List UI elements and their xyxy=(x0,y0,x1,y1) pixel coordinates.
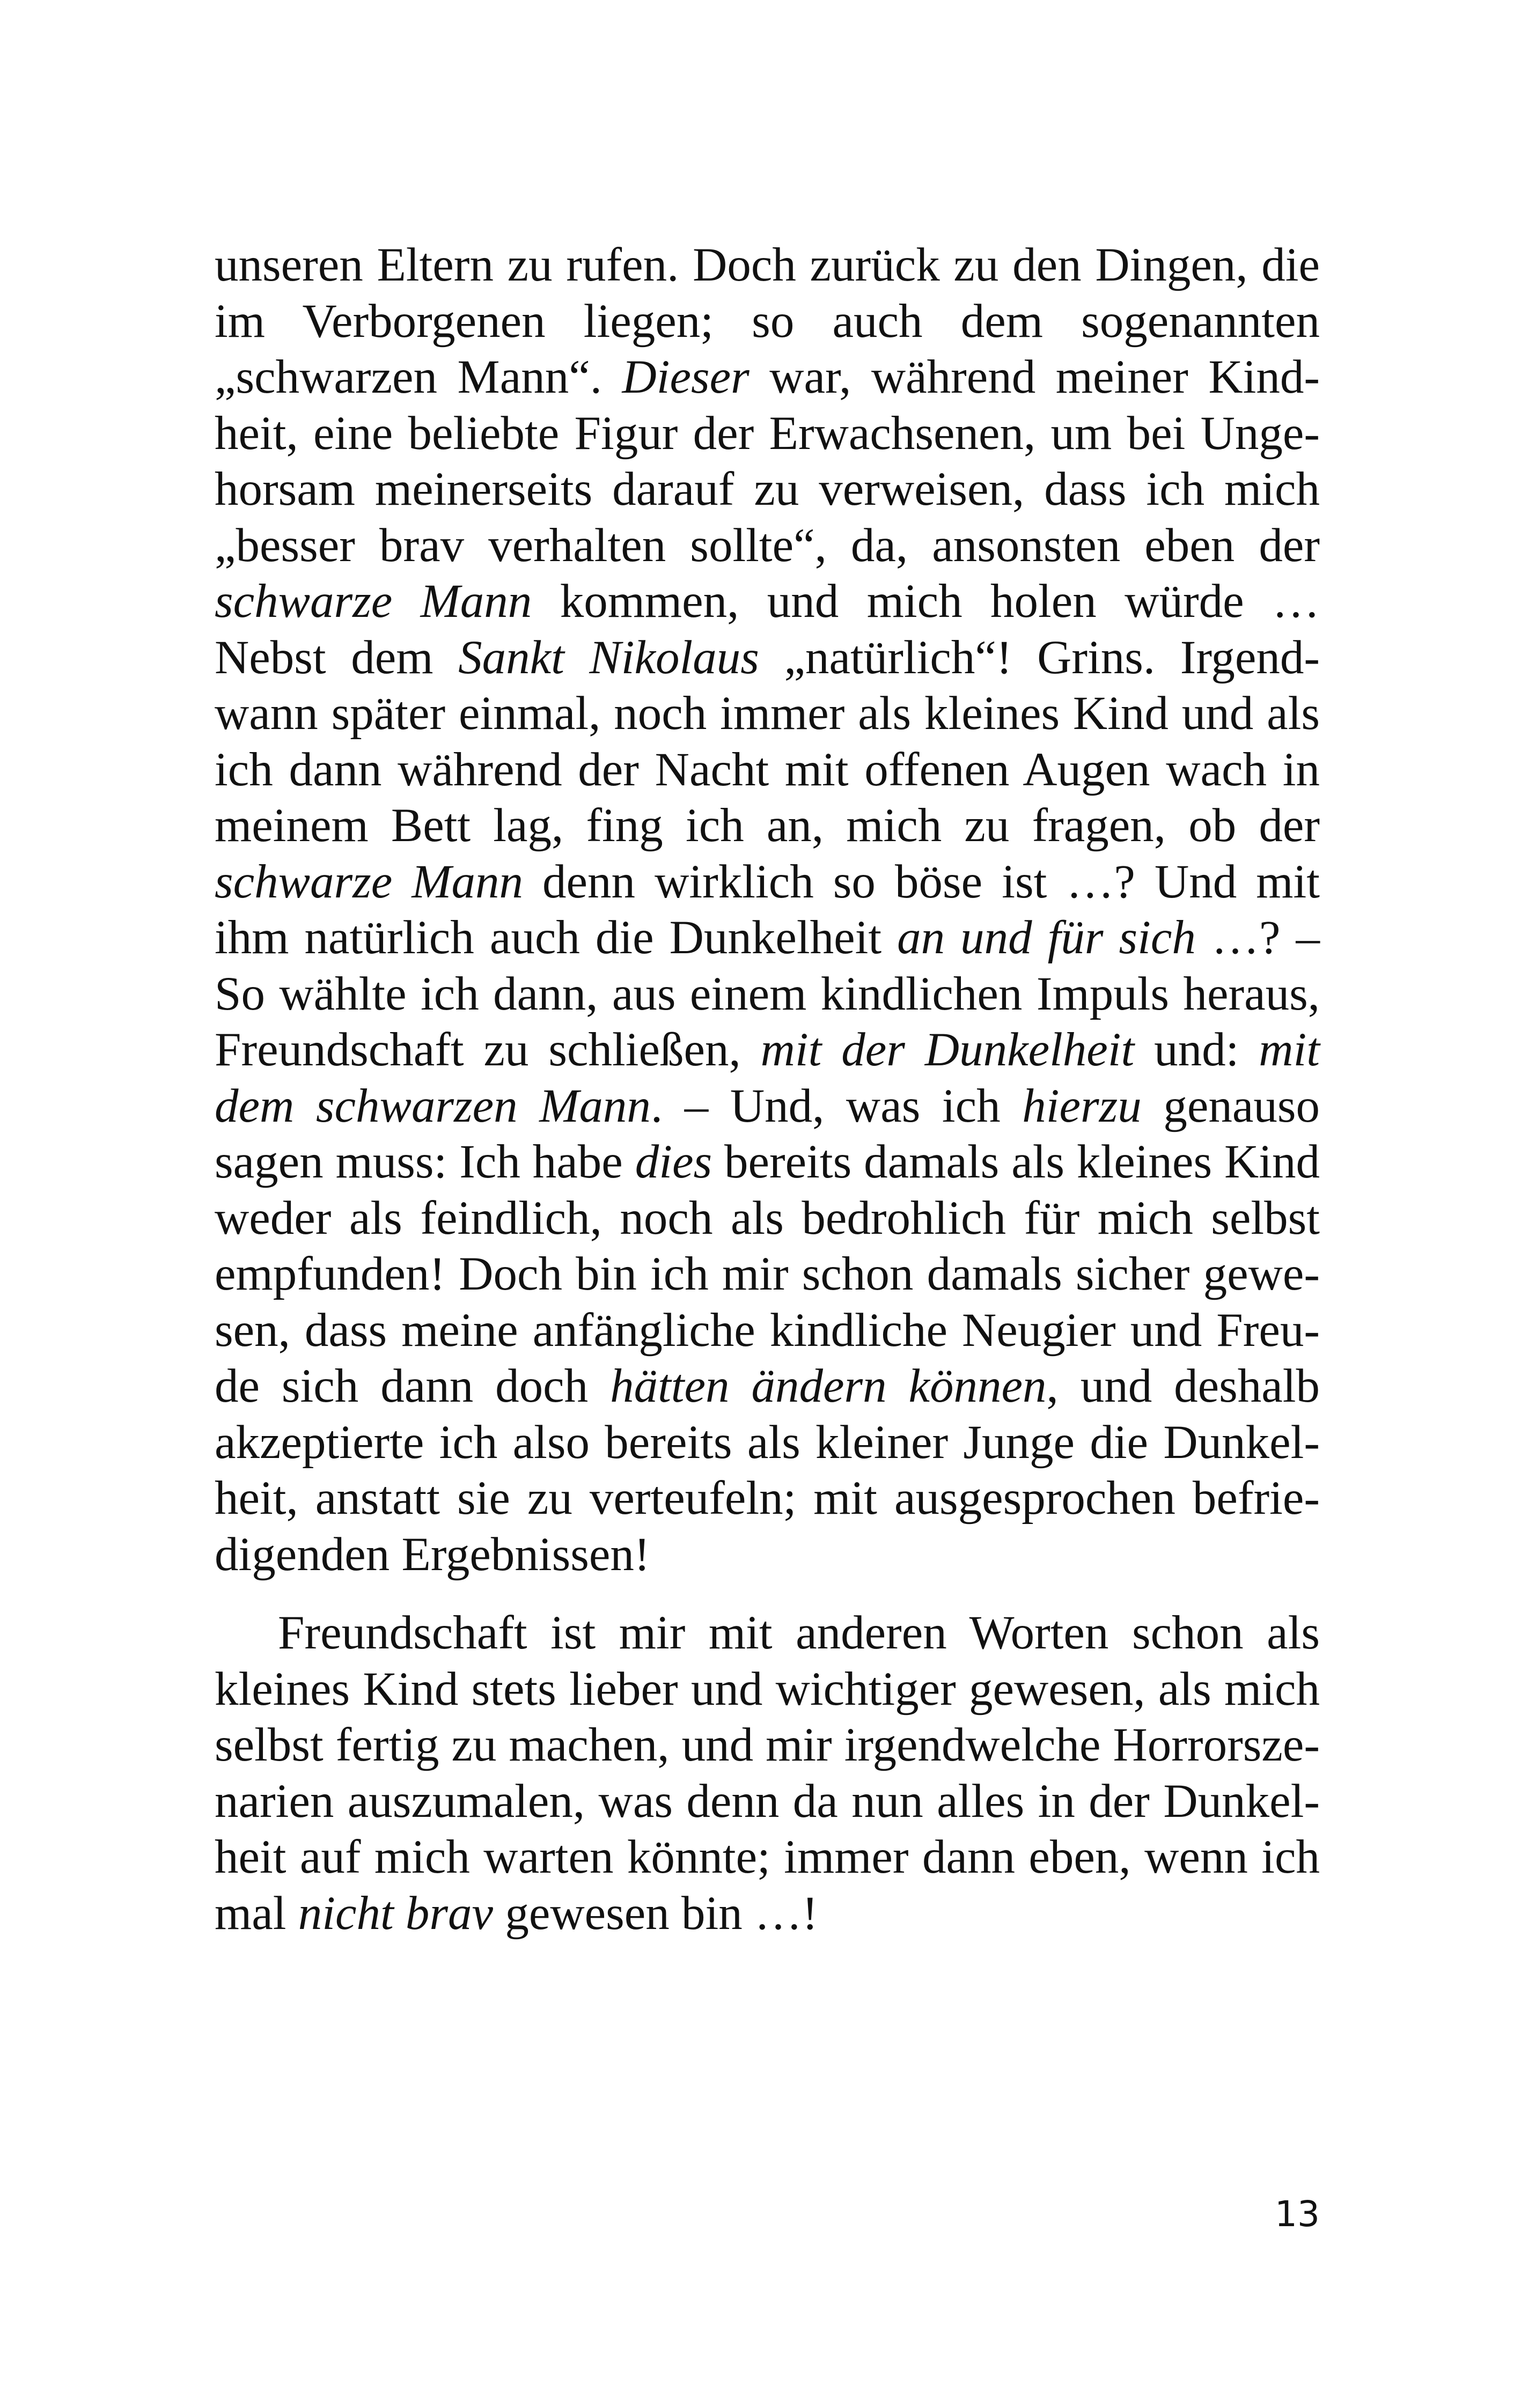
text-line xyxy=(215,1470,1320,1527)
text-segment: de sich dann doch xyxy=(215,1360,611,1412)
text-segment: selbst fertig zu machen, und mir irgendwelche Horrorsze- xyxy=(215,1719,1320,1771)
text-segment: genauso xyxy=(1141,1079,1320,1132)
text-line xyxy=(215,518,1320,574)
text-segment: „natürlich“! Grins. Irgend- xyxy=(759,631,1320,684)
text-segment: „besser brav verhalten sollte“, da, ansonsten eben der xyxy=(215,519,1320,572)
text-segment: wann später einmal, noch immer als kleines Kind und als xyxy=(215,687,1320,740)
text-segment: . – Und, was ich xyxy=(650,1079,1023,1132)
text-line xyxy=(215,742,1320,798)
text-line xyxy=(215,1829,1320,1886)
text-line xyxy=(215,1415,1320,1471)
text-line xyxy=(215,1773,1320,1830)
text-segment: heit, eine beliebte Figur der Erwachsenen, um bei Unge- xyxy=(215,407,1320,460)
text-line xyxy=(215,573,1320,630)
italic-text: Dieser xyxy=(622,351,750,403)
italic-text: mit der Dunkelheit xyxy=(760,1023,1135,1076)
text-segment: kommen, und mich holen würde … xyxy=(532,575,1320,628)
text-line xyxy=(215,237,1320,293)
text-line xyxy=(215,1246,1320,1302)
text-segment: So wählte ich dann, aus einem kindlichen Impuls heraus, xyxy=(215,967,1320,1020)
text-line xyxy=(215,854,1320,910)
paragraph xyxy=(215,1605,1320,1941)
italic-text: Sankt Nikolaus xyxy=(458,631,759,684)
text-segment: meinem Bett lag, fing ich an, mich zu fragen, ob der xyxy=(215,799,1320,852)
text-line xyxy=(215,349,1320,406)
text-segment: ihm natürlich auch die Dunkelheit xyxy=(215,911,898,964)
text-segment: akzeptierte ich also bereits als kleiner Junge die Dunkel- xyxy=(215,1416,1320,1469)
text-line xyxy=(215,1022,1320,1078)
text-segment: bereits damals als kleines Kind xyxy=(712,1136,1320,1188)
text-segment: weder als feindlich, noch als bedrohlich für mich selbst xyxy=(215,1191,1320,1244)
text-segment: denn wirklich so böse ist …? Und mit xyxy=(523,855,1320,908)
italic-text: mit xyxy=(1259,1023,1320,1076)
text-segment: war, während meiner Kind- xyxy=(749,351,1320,403)
text-line xyxy=(215,1078,1320,1135)
text-line xyxy=(215,1886,1320,1942)
text-segment: Freundschaft ist mir mit anderen Worten schon als xyxy=(278,1607,1320,1659)
italic-text: dies xyxy=(635,1136,712,1188)
text-line xyxy=(215,1190,1320,1247)
italic-text: hätten ändern können xyxy=(610,1360,1047,1412)
text-segment: Nebst dem xyxy=(215,631,459,684)
text-segment: kleines Kind stets lieber und wichtiger gewesen, als mich xyxy=(215,1662,1320,1715)
text-line xyxy=(215,910,1320,966)
text-segment: unseren Eltern zu rufen. Doch zurück zu den Dingen, die xyxy=(215,239,1320,291)
text-segment: digenden Ergebnissen! xyxy=(215,1528,650,1581)
text-segment: im Verborgenen liegen; so auch dem sogenannten xyxy=(215,294,1320,348)
text-segment: , und deshalb xyxy=(1046,1360,1320,1412)
text-segment: Freundschaft zu schließen, xyxy=(215,1023,761,1076)
text-segment: sen, dass meine anfängliche kindliche Neugier und Freu- xyxy=(215,1304,1320,1357)
text-line xyxy=(215,630,1320,686)
text-line xyxy=(215,406,1320,462)
text-segment: …? – xyxy=(1195,911,1320,964)
text-line xyxy=(215,1661,1320,1718)
page-number: 13 xyxy=(1275,2193,1320,2235)
text-segment: heit auf mich warten könnte; immer dann eben, wenn ich xyxy=(215,1831,1320,1883)
text-segment: narien auszumalen, was denn da nun alles in der Dunkel- xyxy=(215,1774,1320,1828)
text-line xyxy=(215,798,1320,854)
text-line xyxy=(215,966,1320,1022)
italic-text: nicht brav xyxy=(298,1887,494,1940)
text-segment: und: xyxy=(1134,1023,1259,1076)
italic-text: schwarze Mann xyxy=(215,855,523,908)
text-line xyxy=(215,461,1320,518)
text-segment: mal xyxy=(215,1887,298,1940)
paragraph-gap xyxy=(215,1582,1320,1605)
text-line xyxy=(215,1302,1320,1359)
text-segment: „schwarzen Mann“. xyxy=(215,351,622,403)
body-text xyxy=(215,237,1320,1941)
text-line xyxy=(215,1134,1320,1190)
text-line xyxy=(215,293,1320,350)
paragraph xyxy=(215,237,1320,1582)
text-segment: ich dann während der Nacht mit offenen Augen wach in xyxy=(215,743,1320,796)
text-segment: gewesen bin …! xyxy=(493,1887,818,1940)
text-segment: heit, anstatt sie zu verteufeln; mit ausgesprochen befrie- xyxy=(215,1472,1320,1525)
text-segment: empfunden! Doch bin ich mir schon damals sicher gewe- xyxy=(215,1248,1320,1300)
italic-text: schwarze Mann xyxy=(215,575,532,628)
text-line xyxy=(215,1527,1320,1583)
italic-text: an und für sich xyxy=(897,911,1196,964)
italic-text: dem schwarzen Mann xyxy=(215,1079,651,1132)
text-line xyxy=(215,1358,1320,1415)
text-segment: sagen muss: Ich habe xyxy=(215,1136,635,1188)
text-line xyxy=(215,686,1320,742)
text-segment: horsam meinerseits darauf zu verweisen, dass ich mich xyxy=(215,463,1320,516)
text-line xyxy=(215,1717,1320,1773)
italic-text: hierzu xyxy=(1022,1079,1142,1132)
text-line xyxy=(215,1605,1320,1661)
